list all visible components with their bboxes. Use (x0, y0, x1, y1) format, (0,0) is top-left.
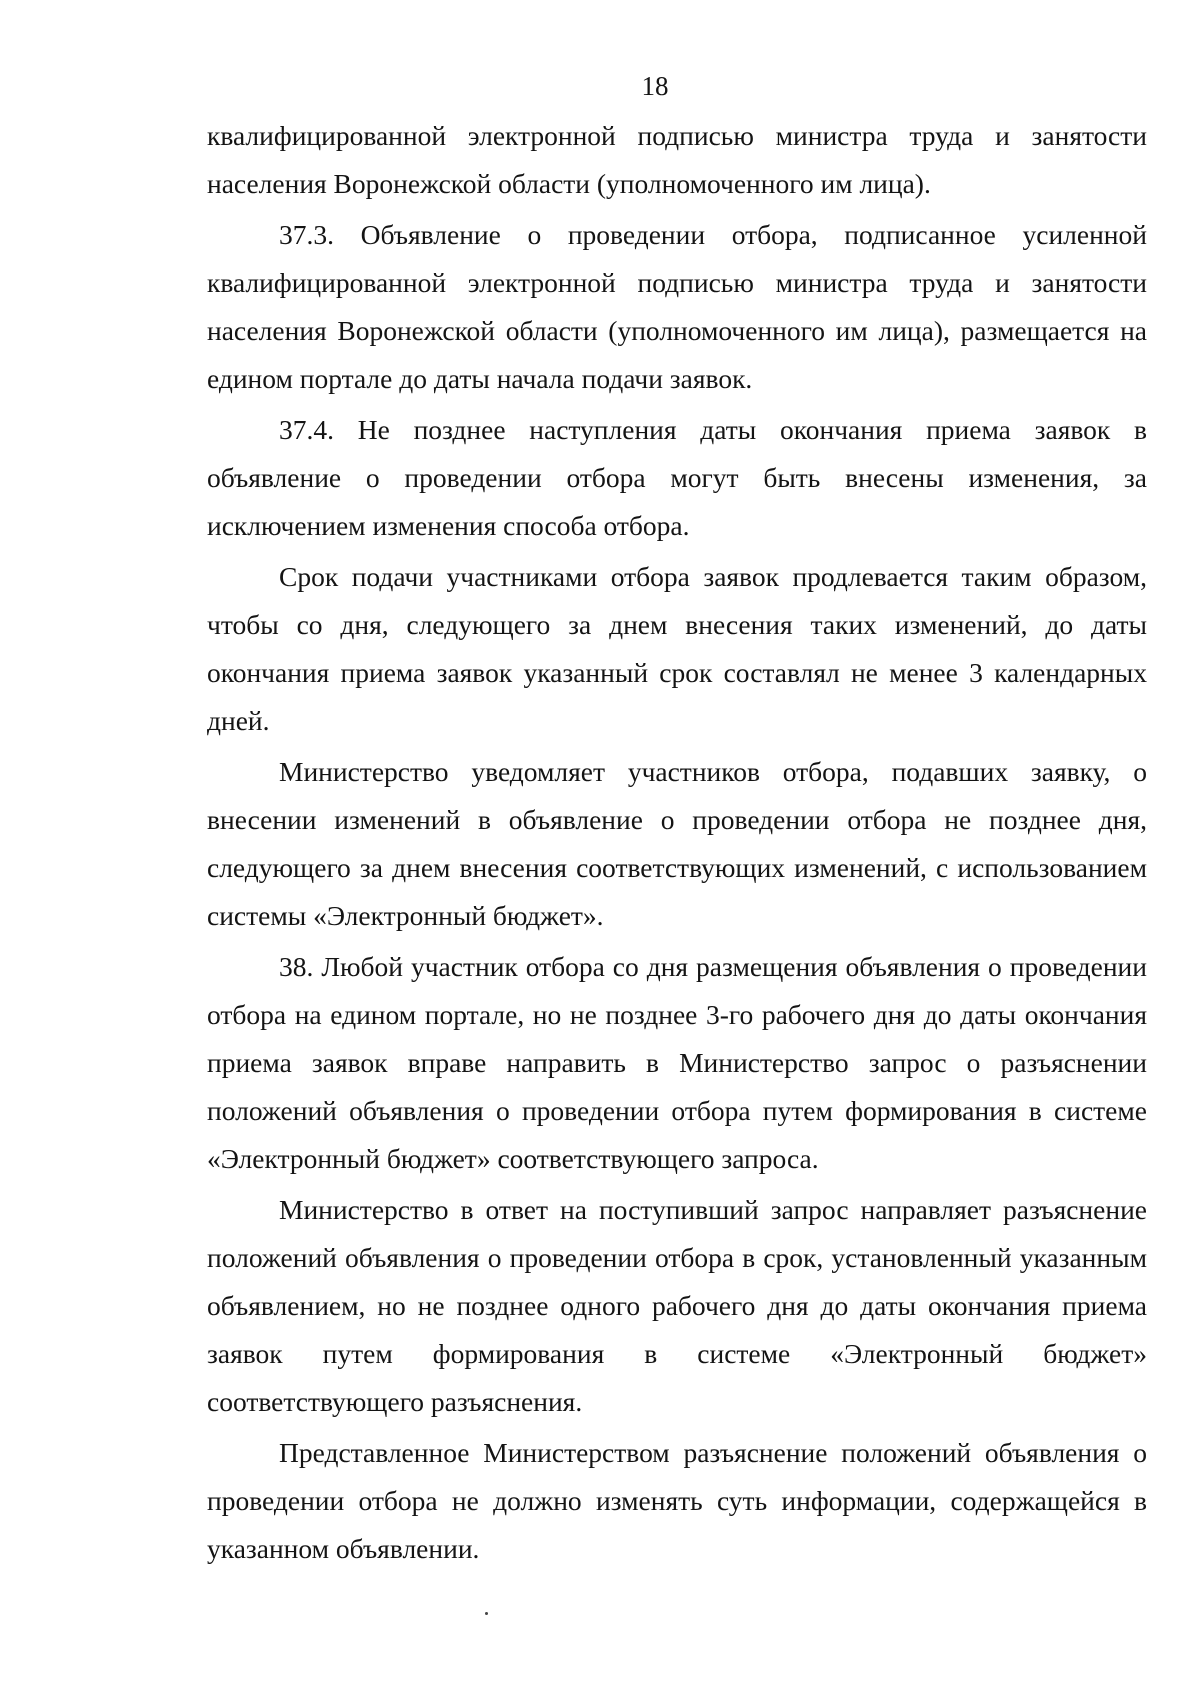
page-number: 18 (641, 71, 669, 101)
document-body (207, 112, 1147, 1573)
paragraph-deadline-extension: Срок подачи участниками отбора заявок продлевается таким образом, чтобы со дня, следующего за днем внесения таких изменений, до даты окончания приема заявок указанный срок составлял не менее 3 календарных дней. (207, 561, 1147, 736)
paragraph-continuation: квалифицированной электронной подписью министра труда и занятости населения Воронежской области (уполномоченного им лица). (207, 120, 1147, 199)
paragraph-ministry-response: Министерство в ответ на поступивший запрос направляет разъяснение положений объявления о проведении отбора в срок, установленный указанным объявлением, но не позднее одного рабочего дня до даты окончания приема заявок путем формирования в системе «Электронный бюджет» соответствующего разъяснения. (207, 1194, 1147, 1417)
paragraph-37-4: 37.4. Не позднее наступления даты окончания приема заявок в объявление о проведении отбора могут быть внесены изменения, за исключением изменения способа отбора. (207, 414, 1147, 541)
paragraph-ministry-notification: Министерство уведомляет участников отбора, подавших заявку, о внесении изменений в объявление о проведении отбора не позднее дня, следующего за днем внесения соответствующих изменений, с использованием системы «Электронный бюджет». (207, 756, 1147, 931)
paragraph-37-3: 37.3. Объявление о проведении отбора, подписанное усиленной квалифицированной электронной подписью министра труда и занятости населения Воронежской области (уполномоченного им лица), размещается на едином портале до даты начала подачи заявок. (207, 219, 1147, 394)
paragraph-clarification-limits: Представленное Министерством разъяснение положений объявления о проведении отбора не должно изменять суть информации, содержащейся в указанном объявлении. (207, 1437, 1147, 1564)
paragraph-38: 38. Любой участник отбора со дня размещения объявления о проведении отбора на едином портале, но не позднее 3-го рабочего дня до даты окончания приема заявок вправе направить в Министерство запрос о разъяснении положений объявления о проведении отбора путем формирования в системе «Электронный бюджет» соответствующего запроса. (207, 951, 1147, 1174)
scan-artifact-dot (485, 1612, 488, 1615)
